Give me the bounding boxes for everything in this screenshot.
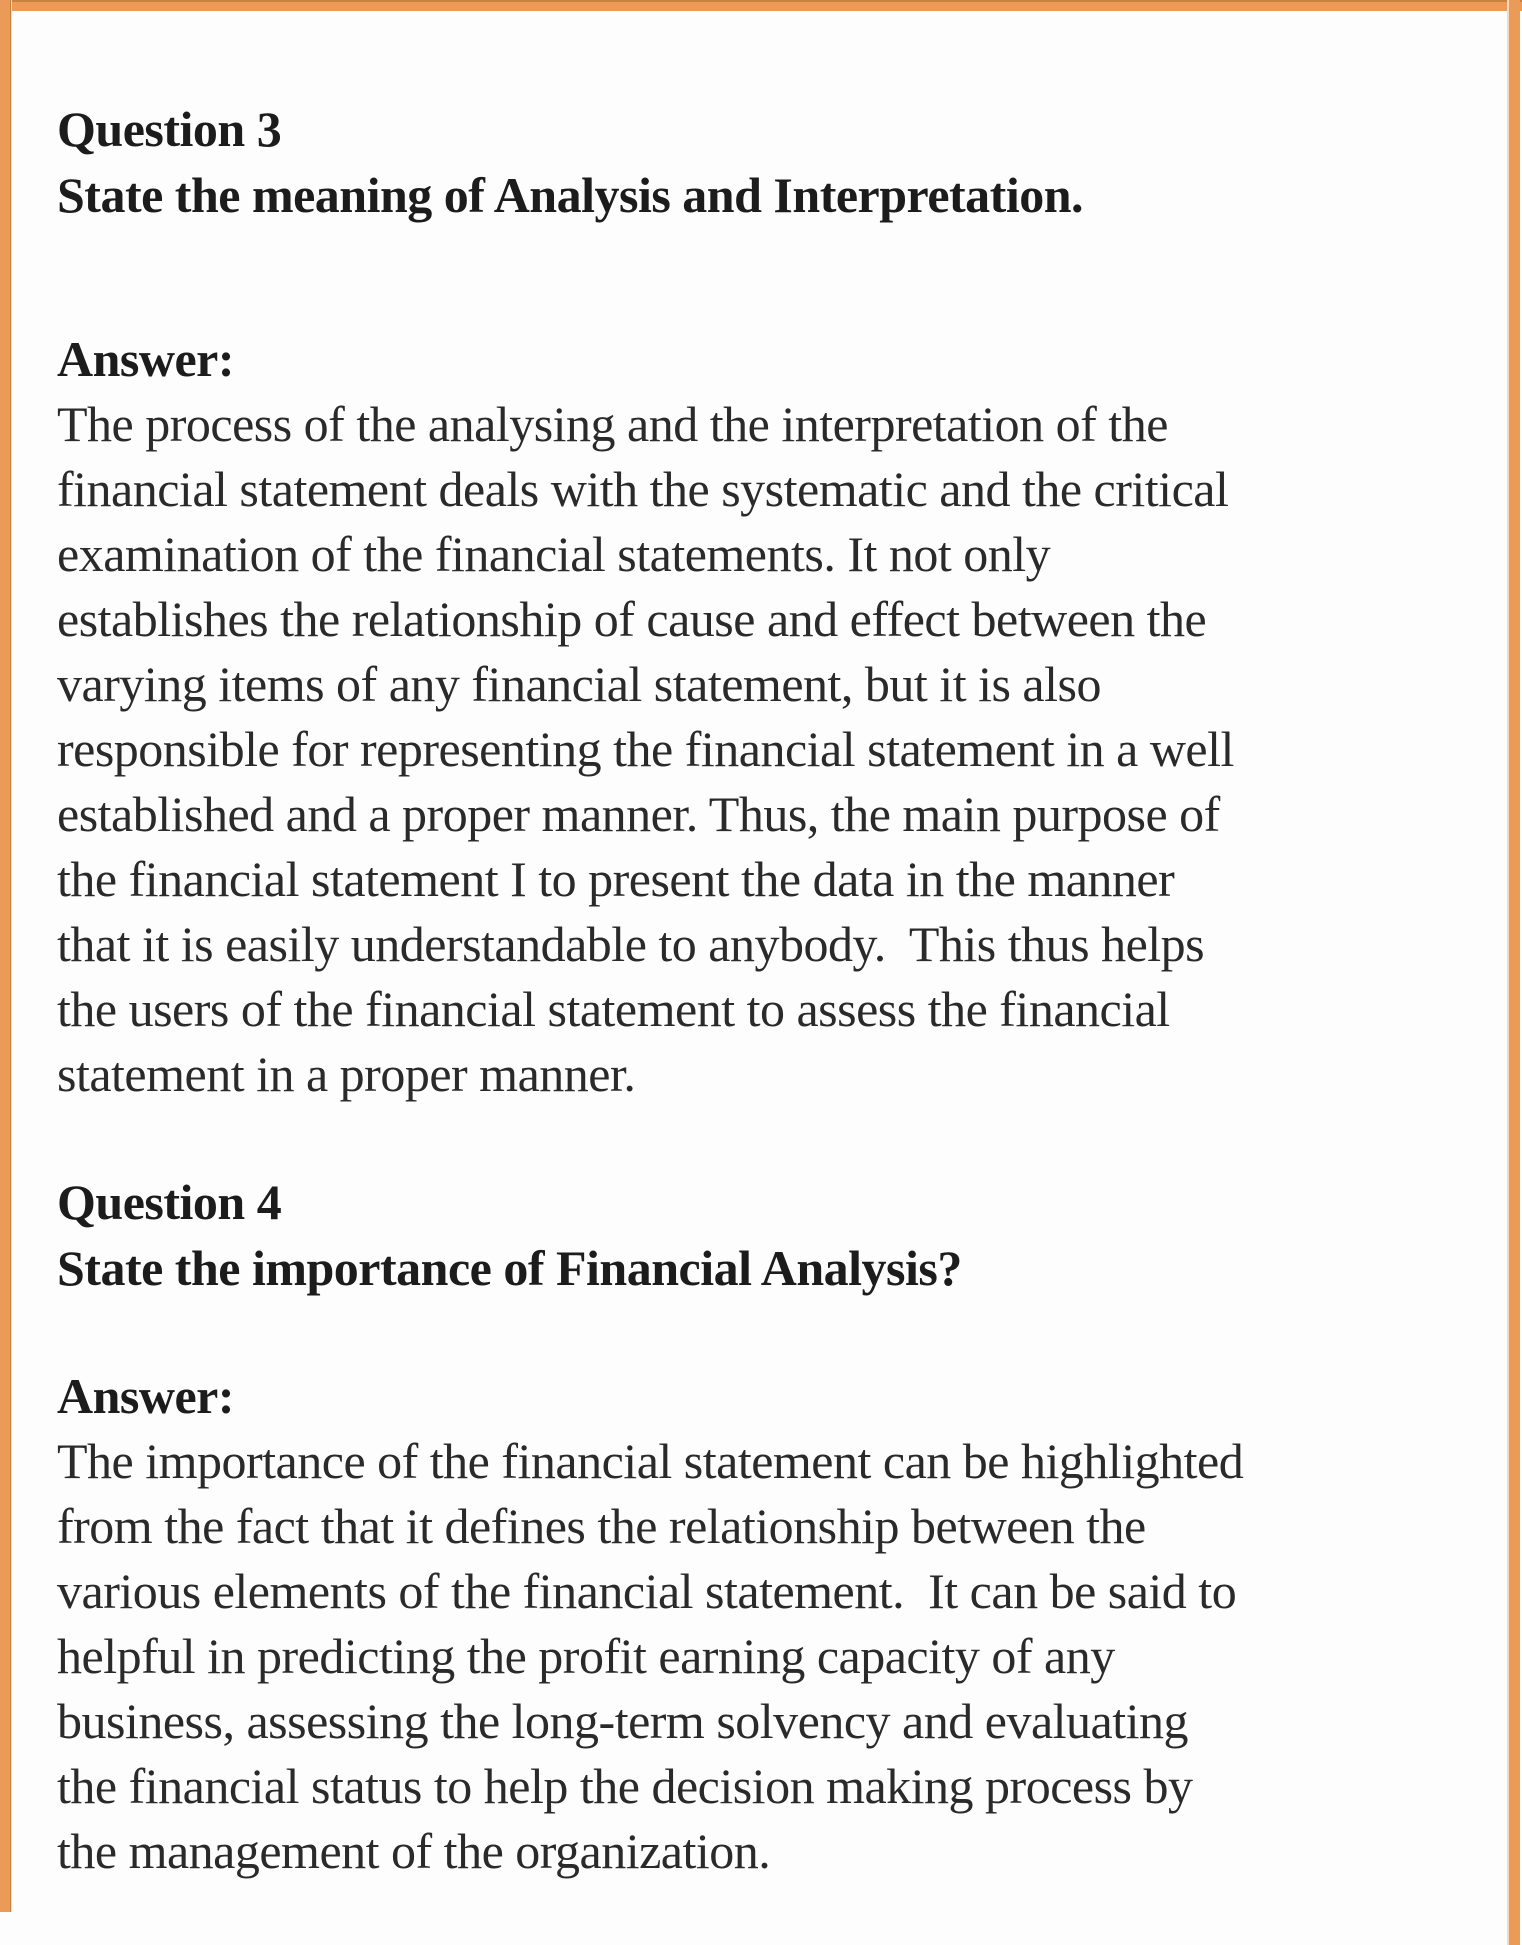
question-3-answer-line: statement in a proper manner. — [57, 1046, 636, 1102]
question-3-answer-label: Answer: — [57, 331, 235, 387]
question-3-answer-line: The process of the analysing and the interpretation of the — [57, 396, 1168, 452]
question-4-answer-label: Answer: — [57, 1368, 235, 1424]
question-4-answer-line: The importance of the financial statement can be highlighted — [57, 1433, 1244, 1489]
question-4-prompt: State the importance of Financial Analysis? — [57, 1240, 962, 1296]
question-3-answer-line: financial statement deals with the systematic and the critical — [57, 461, 1229, 517]
question-4-answer-line: helpful in predicting the profit earning capacity of any — [57, 1628, 1115, 1684]
question-3-answer-line: established and a proper manner. Thus, the main purpose of — [57, 786, 1220, 842]
question-3-answer-line: responsible for representing the financial statement in a well — [57, 721, 1234, 777]
question-4-answer-line: business, assessing the long-term solvency and evaluating — [57, 1693, 1188, 1749]
question-3-answer-line: that it is easily understandable to anybody. This thus helps — [57, 916, 1205, 972]
question-3-prompt: State the meaning of Analysis and Interpretation. — [57, 167, 1084, 223]
question-3-heading: Question 3 — [57, 101, 282, 157]
question-4-answer-line: various elements of the financial statement. It can be said to — [57, 1563, 1237, 1619]
question-4-answer-line: the management of the organization. — [57, 1823, 771, 1879]
question-3-answer-line: the financial statement I to present the data in the manner — [57, 851, 1175, 907]
question-4-heading: Question 4 — [57, 1174, 282, 1230]
question-4-answer-line: from the fact that it defines the relationship between the — [57, 1498, 1146, 1554]
question-3-answer-line: examination of the financial statements. It not only — [57, 526, 1051, 582]
question-4-answer-line: the financial status to help the decision making process by — [57, 1758, 1193, 1814]
question-3-answer-line: varying items of any financial statement, but it is also — [57, 656, 1101, 712]
question-3-answer-line: establishes the relationship of cause and effect between the — [57, 591, 1207, 647]
question-3-answer-line: the users of the financial statement to assess the financial — [57, 981, 1170, 1037]
